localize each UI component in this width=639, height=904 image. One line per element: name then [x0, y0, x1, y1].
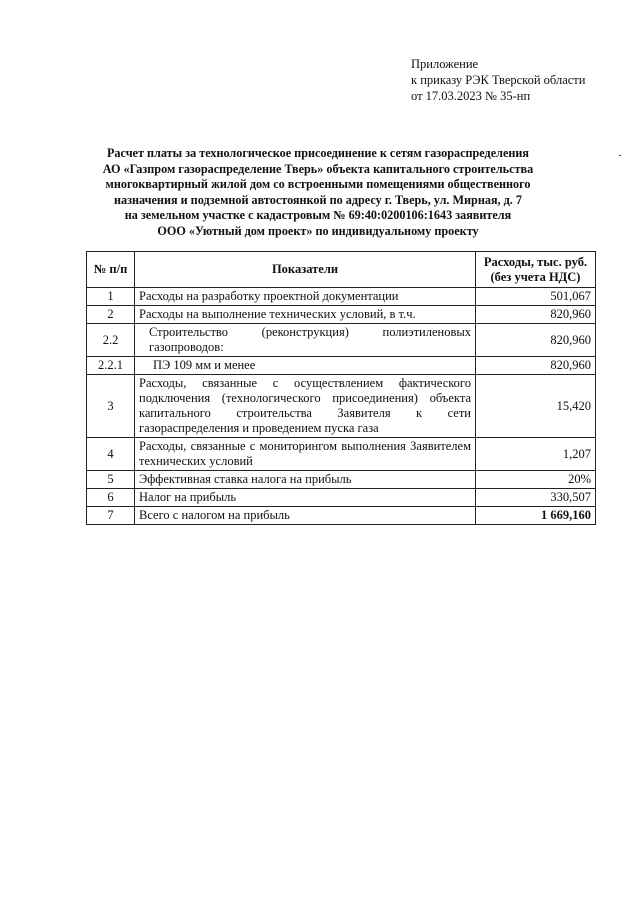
- header-cost-line-1: Расходы, тыс. руб.: [483, 254, 588, 269]
- cost-table: [86, 251, 596, 525]
- row-num: 1: [87, 288, 135, 306]
- table-row: [87, 306, 596, 324]
- header-num: № п/п: [87, 252, 135, 288]
- row-num: 2.2: [87, 324, 135, 357]
- row-value: 15,420: [476, 375, 596, 438]
- appendix-line-1: Приложение: [411, 57, 479, 71]
- scan-speck: [619, 155, 621, 156]
- appendix-note: [411, 56, 585, 104]
- row-num: 5: [87, 471, 135, 489]
- row-indicator: ПЭ 109 мм и менее: [135, 357, 476, 375]
- table-row: [87, 288, 596, 306]
- table-row: [87, 471, 596, 489]
- row-num: 2.2.1: [87, 357, 135, 375]
- title-line-1: Расчет платы за технологическое присоединение к сетям газораспределения: [106, 146, 530, 160]
- title-line-2: АО «Газпром газораспределение Тверь» объекта капитального строительства: [102, 161, 534, 176]
- header-cost: [476, 252, 596, 288]
- row-indicator: Эффективная ставка налога на прибыль: [135, 471, 476, 489]
- row-value: 1,207: [476, 438, 596, 471]
- table-row-total: [87, 507, 596, 525]
- table-row: [87, 438, 596, 471]
- header-cost-line-2: (без учета НДС): [490, 269, 581, 284]
- table-row: [87, 357, 596, 375]
- row-num: 7: [87, 507, 135, 525]
- row-value: 330,507: [476, 489, 596, 507]
- row-value: 820,960: [476, 324, 596, 357]
- row-indicator: Расходы, связанные с осуществлением фактического подключения (технологического присоединения) объекта капитального строительства Заявителя к сети газораспределения и проведением пуска газа: [135, 375, 476, 438]
- title-line-3: многоквартирный жилой дом со встроенными помещениями общественного: [105, 177, 531, 192]
- document-title: [60, 146, 576, 240]
- table-row: [87, 324, 596, 357]
- title-line-6: ООО «Уютный дом проект» по индивидуальному проекту: [157, 223, 479, 238]
- row-num: 3: [87, 375, 135, 438]
- row-value-total: 1 669,160: [476, 507, 596, 525]
- row-indicator: Всего с налогом на прибыль: [135, 507, 476, 525]
- row-indicator: Расходы на выполнение технических условий, в т.ч.: [135, 306, 476, 324]
- table-header-row: [87, 252, 596, 288]
- row-num: 2: [87, 306, 135, 324]
- table-row: [87, 375, 596, 438]
- row-indicator: Налог на прибыль: [135, 489, 476, 507]
- row-num: 4: [87, 438, 135, 471]
- appendix-line-3: от 17.03.2023 № 35-нп: [411, 89, 531, 103]
- appendix-line-2: к приказу РЭК Тверской области: [411, 73, 586, 87]
- row-value: 820,960: [476, 357, 596, 375]
- table-row: [87, 489, 596, 507]
- header-indicator: Показатели: [135, 252, 476, 288]
- row-value: 820,960: [476, 306, 596, 324]
- row-value: 20%: [476, 471, 596, 489]
- row-indicator: Расходы на разработку проектной документации: [135, 288, 476, 306]
- row-indicator: Расходы, связанные с мониторингом выполнения Заявителем технических условий: [135, 438, 476, 471]
- row-num: 6: [87, 489, 135, 507]
- title-line-5: на земельном участке с кадастровым № 69:40:0200106:1643 заявителя: [124, 208, 512, 223]
- row-indicator: Строительство (реконструкция) полиэтиленовых газопроводов:: [135, 324, 476, 357]
- title-line-4: назначения и подземной автостоянкой по адресу г. Тверь, ул. Мирная, д. 7: [114, 192, 522, 207]
- row-value: 501,067: [476, 288, 596, 306]
